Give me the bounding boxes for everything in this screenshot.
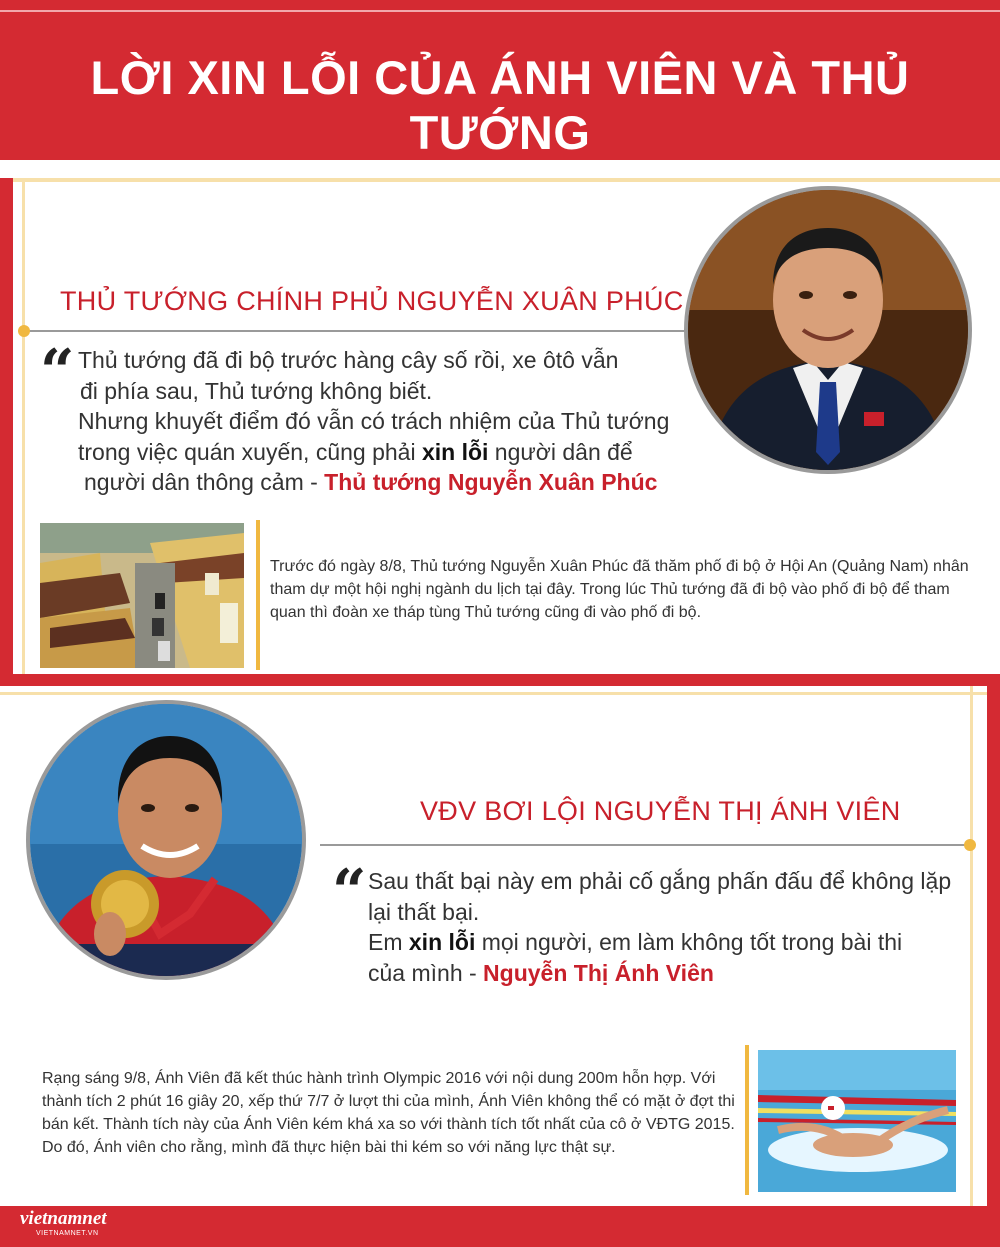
quote-text: mọi người, em làm không tốt trong bài thi (475, 929, 903, 955)
quote-line: Sau thất bại này em phải cố gắng phấn đấu để không lặp (368, 868, 952, 894)
logo-subtext: VIETNAMNET.VN (36, 1230, 99, 1237)
vietnamnet-logo (20, 1208, 120, 1244)
section1-left-line (22, 178, 25, 680)
section1-quote (78, 345, 698, 498)
quote-mark-icon: “ (332, 857, 367, 927)
quote-line: Thủ tướng đã đi bộ trước hàng cây số rồi, xe ôtô vẫn (78, 347, 619, 373)
quote-text: Em (368, 929, 409, 955)
section1-paragraph: Trước đó ngày 8/8, Thủ tướng Nguyễn Xuân Phúc đã thăm phố đi bộ ở Hội An (Quảng Nam) nhân tham dự một hội nghị ngành du lịch tại đây. Trong lúc Thủ tướng đã đi bộ vào phố đi bộ để tham quan thì đoàn xe tháp tùng Thủ tướng cũng đi vào phố đi bộ. (270, 558, 969, 621)
quote-text: trong việc quán xuyến, cũng phải (78, 438, 422, 465)
quote-line (78, 467, 698, 498)
section1-heading-rule (25, 330, 690, 332)
quote-emphasis: xin lỗi (408, 929, 476, 955)
quote-text: của mình - (368, 959, 484, 986)
page-title: LỜI XIN LỖI CỦA ÁNH VIÊN VÀ THỦ TƯỚNG (90, 51, 910, 159)
quote-line (368, 927, 968, 958)
quote-line: Nhưng khuyết điểm đó vẫn có trách nhiệm của Thủ tướng (78, 408, 670, 434)
quote-mark-icon: “ (40, 337, 75, 407)
swimming-photo (758, 1050, 956, 1192)
section2-heading: VĐV BƠI LỘI NGUYỄN THỊ ÁNH VIÊN (420, 796, 901, 826)
section2-dot (964, 839, 976, 851)
quote-line (368, 958, 968, 989)
section2-right-bar (987, 686, 1000, 1206)
quote-emphasis: xin lỗi (421, 438, 489, 465)
section2-quote (368, 866, 968, 988)
quote-line: lại thất bại. (368, 898, 480, 925)
section1-heading: THỦ TƯỚNG CHÍNH PHỦ NGUYỄN XUÂN PHÚC (60, 286, 684, 316)
quote-text: người dân thông cảm - (84, 469, 325, 495)
quote-author: Thủ tướng Nguyễn Xuân Phúc (324, 469, 658, 495)
anh-vien-portrait-image (30, 704, 302, 976)
hoi-an-street-photo (40, 523, 244, 668)
quote-text: người dân để (488, 438, 633, 465)
quote-line (78, 437, 698, 468)
section2-heading-rule (320, 844, 972, 846)
section1-paragraph-accent (256, 520, 260, 670)
section1-top-line (0, 178, 1000, 182)
section-divider-band (0, 674, 1000, 686)
section2-paragraph-accent (745, 1045, 749, 1195)
section2-top-line (0, 692, 1000, 695)
section2-right-line (970, 686, 973, 1206)
footer-band (0, 1206, 1000, 1247)
hoi-an-street-image (40, 523, 244, 668)
quote-line: đi phía sau, Thủ tướng không biết. (80, 377, 433, 404)
section1-dot (18, 325, 30, 337)
pm-portrait-image (688, 190, 968, 470)
header-divider (0, 10, 1000, 12)
logo-text: vietnamnet (20, 1208, 107, 1229)
swimming-image (758, 1050, 956, 1192)
section1-left-bar (0, 178, 13, 680)
anh-vien-portrait (26, 700, 306, 980)
section2-paragraph: Rạng sáng 9/8, Ánh Viên đã kết thúc hành trình Olympic 2016 với nội dung 200m hỗn hợp. Với thành tích 2 phút 16 giây 20, xếp thứ 7/7 ở lượt thi của mình, Ánh Viên không thể có mặt ở đợt thi bán kết. Thành tích này của Ánh Viên kém khá xa so với thành tích tốt nhất của cô ở VĐTG 2015. Do đó, Ánh viên cho rằng, mình đã thực hiện bài thi kém so với năng lực thật sự. (42, 1070, 735, 1156)
pm-portrait (684, 186, 972, 474)
quote-author: Nguyễn Thị Ánh Viên (483, 959, 714, 986)
